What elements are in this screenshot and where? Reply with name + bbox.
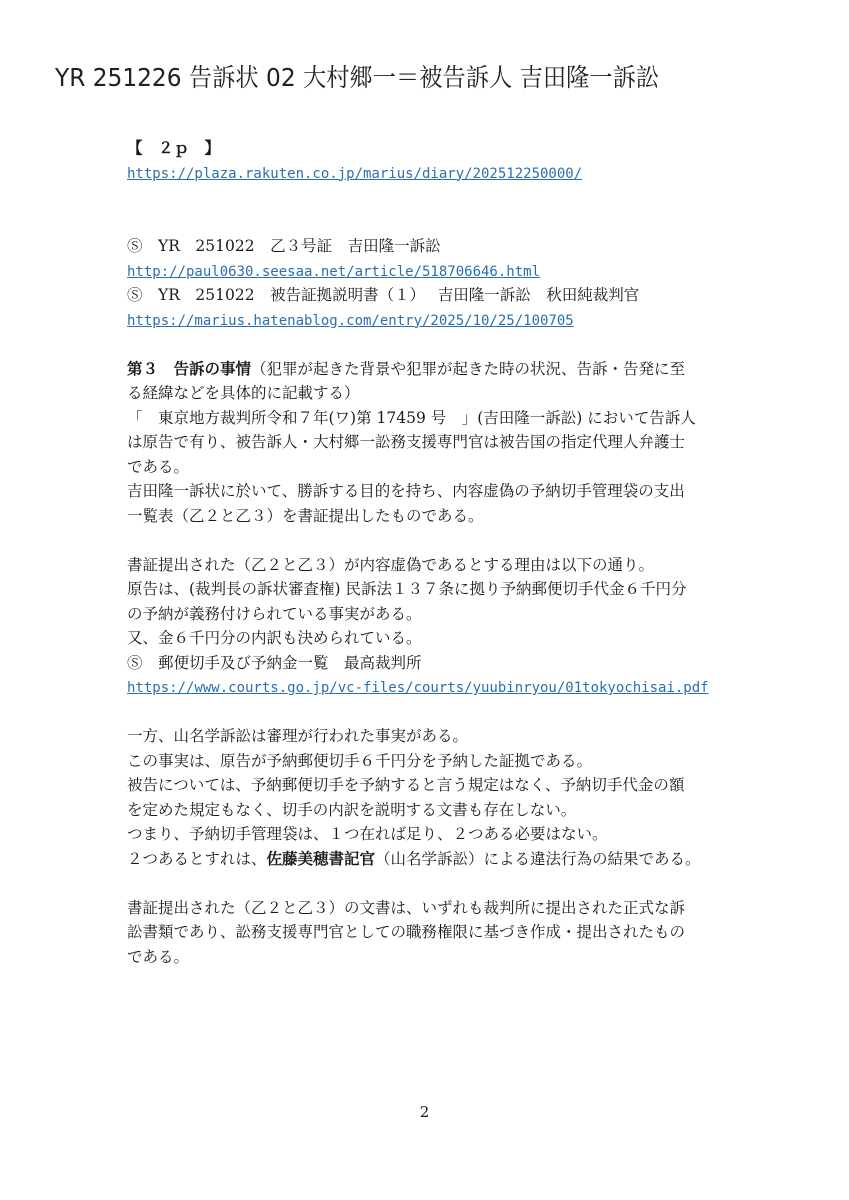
reference-1: Ⓢ YR 251022 乙３号証 吉田隆一訴訟 — [127, 237, 441, 255]
paragraph-line: 「 東京地方裁判所令和７年(ワ)第 17459 号 」(吉田隆一訴訟) において告訴人 — [127, 408, 696, 427]
paragraph-line: 訟書類であり、訟務支援専門官としての職務権限に基づき作成・提出されたもの — [127, 923, 686, 941]
paragraph-line: 吉田隆一訴状に於いて、勝訴する目的を持ち、内容虚偽の予納切手管理袋の支出 — [127, 482, 685, 500]
page-marker: 【 ２ｐ 】 — [127, 138, 221, 157]
paragraph-line: の予納が義務付けられている事実がある。 — [127, 604, 422, 623]
text-segment: ２つあるとすれは、 — [127, 849, 267, 868]
paragraph-line: 一覧表（乙２と乙３）を書証提出したものである。 — [127, 506, 484, 525]
paragraph-line: である。 — [127, 457, 190, 476]
url-link-3[interactable]: https://marius.hatenablog.com/entry/2025/10/25/100705 — [127, 312, 574, 329]
section-heading-line — [127, 357, 787, 382]
handwritten-title: YR 251226 告訴状 02 大村郷一＝被告訴人 吉田隆一訴訟 — [55, 63, 660, 92]
url-link-1[interactable]: https://plaza.rakuten.co.jp/marius/diary/202512250000/ — [127, 165, 583, 182]
paragraph-line: つまり、予納切手管理袋は、１つ在れば足り、２つある必要はない。 — [127, 825, 608, 843]
paragraph-line: 一方、山名学訴訟は審理が行われた事実がある。 — [127, 727, 469, 745]
reference-3: Ⓢ 郵便切手及び予納金一覧 最高裁判所 — [127, 653, 422, 672]
paragraph-line: 書証提出された（乙２と乙３）の文書は、いずれも裁判所に提出された正式な訴 — [127, 898, 686, 917]
text-segment: （山名学訴訟）による違法行為の結果である。 — [375, 849, 701, 868]
paragraph-line — [127, 847, 787, 872]
paragraph-line: 又、金６千円分の内訳も決められている。 — [127, 629, 422, 647]
paragraph-line: 原告は、(裁判長の訴状審査権) 民訴法１３７条に拠り予納郵便切手代金６千円分 — [127, 580, 687, 598]
url-link-2[interactable]: http://paul0630.seesaa.net/article/518706646.html — [127, 263, 541, 280]
section-description: （犯罪が起きた背景や犯罪が起きた時の状況、告訴・告発に至 — [251, 359, 686, 378]
paragraph-line: を定めた規定もなく、切手の内訳を説明する文書も存在しない。 — [127, 800, 577, 819]
paragraph-line: この事実は、原告が予納郵便切手６千円分を予納した証拠である。 — [127, 751, 593, 770]
section-heading: 第３ 告訴の事情 — [127, 358, 252, 378]
paragraph-line: 被告については、予納郵便切手を予納すると言う規定はなく、予納切手代金の額 — [127, 776, 685, 794]
paragraph-line: 書証提出された（乙２と乙３）が内容虚偽であるとする理由は以下の通り。 — [127, 555, 655, 574]
paragraph-line: は原告で有り、被告訴人・大村郷一訟務支援専門官は被告国の指定代理人弁護士 — [127, 433, 686, 451]
document-body — [127, 136, 787, 969]
page-number: 2 — [419, 1103, 430, 1121]
url-link-4[interactable]: https://www.courts.go.jp/vc-files/courts/yuubinryou/01tokyochisai.pdf — [127, 680, 709, 696]
section-description-cont: る経緯などを具体的に記載する） — [127, 384, 360, 402]
paragraph-line: である。 — [127, 947, 190, 966]
reference-2: Ⓢ YR 251022 被告証拠説明書（１） 吉田隆一訴訟 秋田純裁判官 — [127, 286, 640, 304]
clerk-name: 佐藤美穂書記官 — [266, 848, 376, 868]
